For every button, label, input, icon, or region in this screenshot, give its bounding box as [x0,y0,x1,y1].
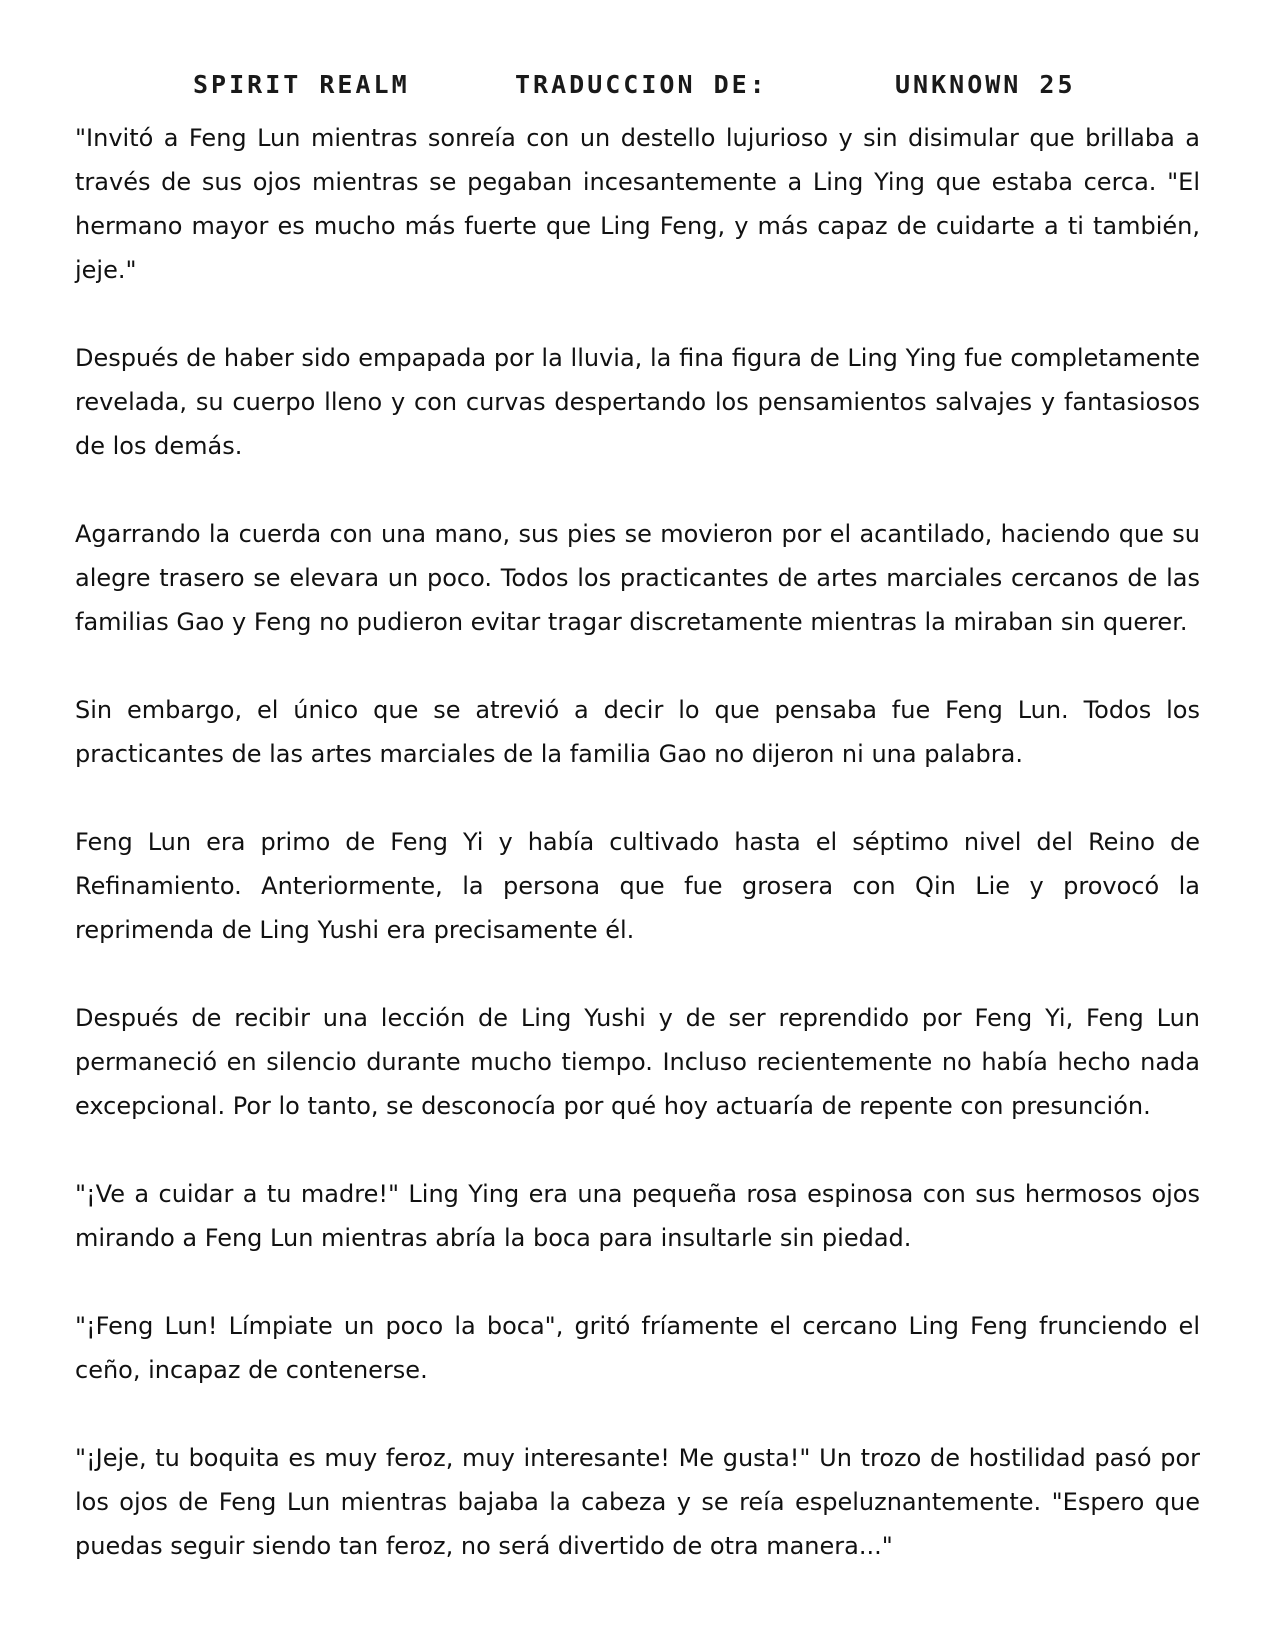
paragraph: "¡Feng Lun! Límpiate un poco la boca", gritó fríamente el cercano Ling Feng frunciendo el ceño, incapaz de contenerse. [75,1312,1200,1384]
paragraph: Después de haber sido empapada por la lluvia, la fina figura de Ling Ying fue completamente revelada, su cuerpo lleno y con curvas despertando los pensamientos salvajes y fantasiosos de los demás. [75,344,1200,460]
header-series-title: SPIRIT REALM [193,70,410,99]
document-body [75,116,1200,1612]
header-translation-label: TRADUCCION DE: [515,70,768,99]
page-header [0,70,1275,110]
header-translator-name: UNKNOWN 25 [895,70,1076,99]
paragraph: Agarrando la cuerda con una mano, sus pies se movieron por el acantilado, haciendo que su alegre trasero se elevara un poco. Todos los practicantes de artes marciales cercanos de las familias Gao y Feng no pudieron evitar tragar discretamente mientras la miraban sin querer. [75,520,1200,636]
paragraph: Después de recibir una lección de Ling Yushi y de ser reprendido por Feng Yi, Feng Lun permaneció en silencio durante mucho tiempo. Incluso recientemente no había hecho nada excepcional. Por lo tanto, se desconocía por qué hoy actuaría de repente con presunción. [75,1004,1200,1120]
paragraph: "Invitó a Feng Lun mientras sonreía con un destello lujurioso y sin disimular que brillaba a través de sus ojos mientras se pegaban incesantemente a Ling Ying que estaba cerca. "El hermano mayor es mucho más fuerte que Ling Feng, y más capaz de cuidarte a ti también, jeje." [75,124,1200,284]
paragraph: "¡Jeje, tu boquita es muy feroz, muy interesante! Me gusta!" Un trozo de hostilidad pasó por los ojos de Feng Lun mientras bajaba la cabeza y se reía espeluznantemente. "Espero que puedas seguir siendo tan feroz, no será divertido de otra manera..." [75,1444,1200,1560]
paragraph: Sin embargo, el único que se atrevió a decir lo que pensaba fue Feng Lun. Todos los practicantes de las artes marciales de la familia Gao no dijeron ni una palabra. [75,696,1200,768]
paragraph: "¡Ve a cuidar a tu madre!" Ling Ying era una pequeña rosa espinosa con sus hermosos ojos mirando a Feng Lun mientras abría la boca para insultarle sin piedad. [75,1180,1200,1252]
paragraph: Feng Lun era primo de Feng Yi y había cultivado hasta el séptimo nivel del Reino de Refinamiento. Anteriormente, la persona que fue grosera con Qin Lie y provocó la reprimenda de Ling Yushi era precisamente él. [75,828,1200,944]
